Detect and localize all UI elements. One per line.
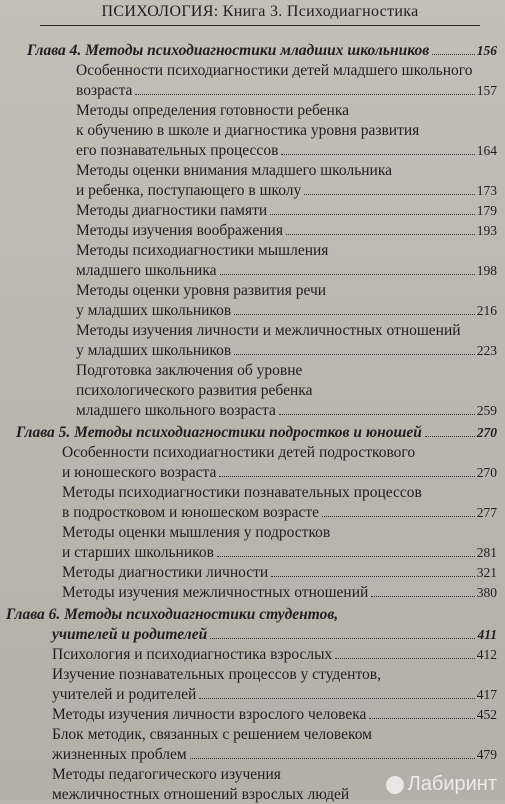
toc-entry xyxy=(76,202,497,220)
toc-title: в подростковом и юношеском возрасте xyxy=(62,504,320,521)
toc-line: Методы определения готовности ребенка xyxy=(76,102,350,119)
toc-line: Методы изучения личности и межличностных отношений xyxy=(76,322,461,339)
toc-entry-ch5 xyxy=(16,424,497,442)
toc-title: у младших школьников xyxy=(76,302,232,319)
toc-entry xyxy=(62,584,497,602)
toc-title: у младших школьников xyxy=(76,342,232,359)
toc-page: 193 xyxy=(476,223,497,238)
toc-page: 223 xyxy=(476,343,497,358)
toc-entry xyxy=(76,342,497,360)
toc-title: Психология и психодиагностика взрослых xyxy=(52,646,333,663)
toc-title: Методы изучения межличностных отношений xyxy=(62,584,369,601)
toc-line: к обучению в школе и диагностика уровня развития xyxy=(76,122,420,139)
running-header: ПСИХОЛОГИЯ: Книга 3. Психодиагностика xyxy=(40,3,480,26)
toc-entry xyxy=(62,504,497,522)
toc-page: 270 xyxy=(476,465,497,480)
toc-line: Методы психодиагностики мышления xyxy=(76,242,329,259)
toc-entry xyxy=(52,686,497,704)
toc-line: Методы педагогического изучения xyxy=(52,766,281,783)
toc-title: Методы изучения воображения xyxy=(76,222,283,239)
toc-entry xyxy=(52,706,497,724)
toc-entry xyxy=(76,402,497,420)
toc-page: 216 xyxy=(476,303,497,318)
toc-line: Методы оценки внимания младшего школьника xyxy=(76,162,393,179)
toc-entry xyxy=(76,302,497,320)
toc-page: 417 xyxy=(476,687,497,702)
toc-page: 411 xyxy=(477,627,497,642)
toc-page: 380 xyxy=(476,585,497,600)
toc-line: Методы оценки мышления у подростков xyxy=(62,524,331,541)
toc-entry xyxy=(76,182,497,200)
labyrinth-logo-icon xyxy=(386,776,404,794)
toc-title: Методы изучения личности взрослого человека xyxy=(52,706,367,723)
toc-line: Особенности психодиагностики детей младшего школьного xyxy=(76,62,473,79)
toc-title: Методы диагностики памяти xyxy=(76,202,268,219)
toc-line: Методы психодиагностики познавательных процессов xyxy=(62,484,422,501)
toc-title: его познавательных процессов xyxy=(76,142,279,159)
toc-title: и ребенка, поступающего в школу xyxy=(76,182,302,199)
toc-entry xyxy=(76,262,497,280)
toc-page: 321 xyxy=(476,565,497,580)
toc-page: 164 xyxy=(476,143,497,158)
toc-title: Глава 5. Методы психодиагностики подростков и юношей xyxy=(16,424,422,441)
toc-page: 277 xyxy=(476,505,497,520)
toc-page: 157 xyxy=(476,83,497,98)
toc-page: 281 xyxy=(476,545,497,560)
toc-entry xyxy=(52,746,497,764)
toc-line: Особенности психодиагностики детей подросткового xyxy=(62,444,416,461)
toc-title: учителей и родителей xyxy=(52,626,208,643)
toc-line: Методы оценки уровня развития речи xyxy=(76,282,327,299)
toc-entry xyxy=(76,142,497,160)
toc-entry xyxy=(76,82,497,100)
toc-line: Изучение познавательных процессов у студентов, xyxy=(52,666,381,683)
toc-entry-ch6 xyxy=(52,626,497,644)
toc-page: 259 xyxy=(476,403,497,418)
toc-entry xyxy=(52,646,497,664)
toc-title: жизненных проблем xyxy=(52,746,187,763)
toc-page: 270 xyxy=(476,425,497,440)
toc-chapter-line: Глава 6. Методы психодиагностики студентов, xyxy=(6,606,339,623)
toc-entry xyxy=(62,464,497,482)
toc-line: Блок методик, связанных с решением человеком xyxy=(52,726,372,743)
toc-page: 173 xyxy=(476,183,497,198)
toc-line: межличностных отношений взрослых людей xyxy=(52,786,350,803)
toc-title: возраста xyxy=(76,82,133,99)
toc-page: 198 xyxy=(476,263,497,278)
toc-page: 156 xyxy=(476,43,497,58)
toc-page: 479 xyxy=(476,747,497,762)
toc-title: и старших школьников xyxy=(62,544,214,561)
toc-entry xyxy=(62,544,497,562)
toc-title: учителей и родителей xyxy=(52,686,197,703)
toc-title: Глава 4. Методы психодиагностики младших школьников xyxy=(27,42,430,59)
toc-page: 452 xyxy=(476,707,497,722)
toc-page: 179 xyxy=(476,203,497,218)
toc-title: младшего школьника xyxy=(76,262,217,279)
toc-line: психологического развития ребенка xyxy=(76,382,313,399)
toc-entry xyxy=(62,564,497,582)
toc-title: младшего школьного возраста xyxy=(76,402,276,419)
watermark-text: Лабиринт xyxy=(407,773,497,795)
toc-line: Подготовка заключения об уровне xyxy=(76,362,303,379)
toc-title: и юношеского возраста xyxy=(62,464,217,481)
toc-title: Методы диагностики личности xyxy=(62,564,269,581)
toc-entry xyxy=(76,222,497,240)
toc-page: 412 xyxy=(476,647,497,662)
toc-entry-ch4 xyxy=(27,42,497,60)
watermark xyxy=(386,773,497,796)
